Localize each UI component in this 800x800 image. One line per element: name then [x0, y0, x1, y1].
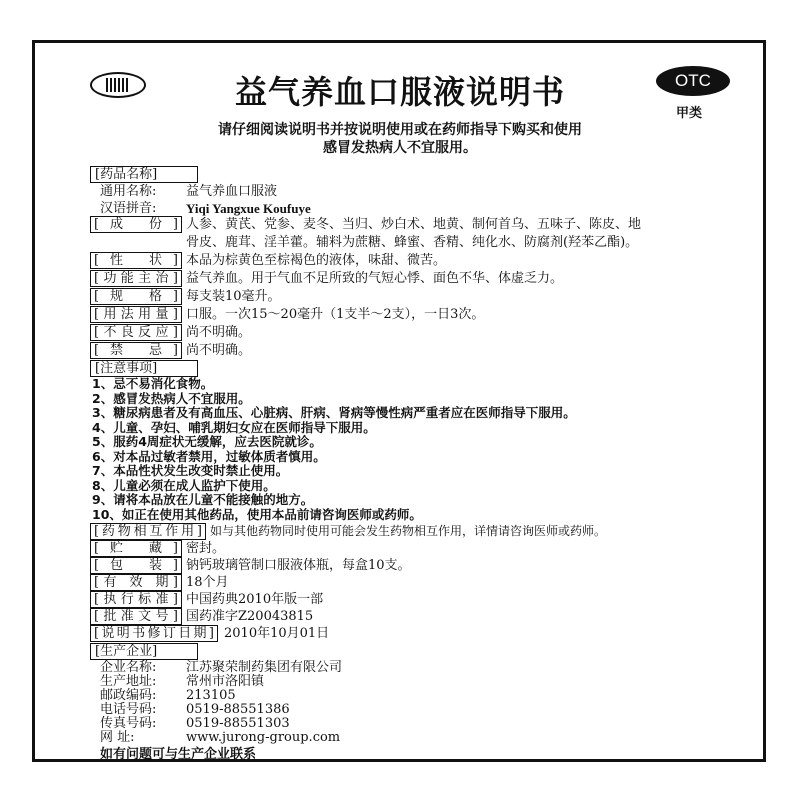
- appearance-value: 本品为棕黄色至棕褐色的液体，味甜、微苦。: [186, 253, 447, 268]
- contraindications-value: 尚不明确。: [186, 343, 252, 358]
- manufacturer-phone-label: 电话号码:: [100, 702, 157, 717]
- indications-label: [功能主治]: [90, 270, 182, 287]
- footer-contact: 如有问题可与生产企业联系: [100, 747, 257, 762]
- precaution-item: 9、请将本品放在儿童不能接触的地方。: [92, 492, 314, 507]
- storage-value: 密封。: [186, 541, 226, 556]
- manufacturer-fax-value: 0519-88551303: [186, 716, 290, 731]
- page-title: 益气养血口服液说明书: [234, 73, 565, 111]
- dosage-value: 口服。一次15～20毫升（1支半～2支），一日3次。: [186, 307, 485, 322]
- ingredients-line-2: 骨皮、鹿茸、淫羊藿。辅料为蔗糖、蜂蜜、香精、纯化水、防腐剂(羟苯乙酯)。: [186, 235, 639, 250]
- manufacturer-name-label: 企业名称:: [100, 660, 157, 675]
- precaution-item: 3、糖尿病患者及有高血压、心脏病、肝病、肾病等慢性病严重者应在医师指导下服用。: [92, 405, 576, 420]
- manufacturer-address-label: 生产地址:: [100, 674, 157, 689]
- contraindications-label: [禁 忌]: [90, 342, 182, 359]
- precaution-item: 2、感冒发热病人不宜服用。: [92, 390, 251, 406]
- validity-value: 18个月: [186, 575, 229, 590]
- manufacturer-address-value: 常州市洛阳镇: [186, 674, 265, 689]
- ingredients-label: [成 份]: [90, 216, 182, 233]
- category-label: 甲类: [676, 106, 703, 121]
- precaution-item: 4、儿童、孕妇、哺乳期妇女应在医师指导下服用。: [92, 419, 376, 435]
- standard-value: 中国药典2010年版一部: [186, 592, 324, 607]
- precaution-item: 8、儿童必须在成人监护下使用。: [92, 477, 276, 493]
- spec-value: 每支装10毫升。: [186, 289, 281, 304]
- manufacturer-postcode-label: 邮政编码:: [100, 688, 157, 703]
- validity-label: [有 效 期]: [90, 574, 182, 591]
- appearance-label: [性 状]: [90, 252, 182, 269]
- manufacturer-postcode-value: 213105: [186, 688, 236, 703]
- approval-value: 国药准字Z20043815: [186, 609, 314, 624]
- package-label: [包 装]: [90, 557, 182, 574]
- manufacturer-section: [生产企业]: [90, 643, 198, 660]
- pinyin-label: 汉语拼音:: [100, 201, 157, 216]
- revision-value: 2010年10月01日: [224, 626, 330, 641]
- otc-badge: OTC: [656, 66, 730, 96]
- spec-label: [规 格]: [90, 288, 182, 305]
- approval-label: [批准文号]: [90, 608, 182, 625]
- standard-label: [执行标准]: [90, 591, 182, 608]
- adverse-label: [不良反应]: [90, 324, 182, 341]
- package-value: 钠钙玻璃管制口服液体瓶，每盒10支。: [186, 558, 411, 573]
- storage-label: [贮 藏]: [90, 540, 182, 557]
- adverse-value: 尚不明确。: [186, 325, 252, 340]
- precaution-item: 5、服药4周症状无缓解，应去医院就诊。: [92, 434, 322, 449]
- manufacturer-fax-label: 传真号码:: [100, 716, 157, 731]
- manufacturer-web-label: 网 址:: [100, 730, 135, 745]
- pinyin-value: Yiqi Yangxue Koufuye: [186, 201, 311, 216]
- manufacturer-web-value[interactable]: www.jurong-group.com: [186, 730, 341, 745]
- revision-label: [说明书修订日期]: [90, 625, 218, 642]
- generic-name-label: 通用名称:: [100, 184, 157, 199]
- notice-line-2: 感冒发热病人不宜服用。: [323, 140, 477, 156]
- manufacturer-phone-value: 0519-88551386: [186, 702, 290, 717]
- generic-name-value: 益气养血口服液: [186, 184, 278, 199]
- interactions-value: 如与其他药物同时使用可能会发生药物相互作用，详情请咨询医师或药师。: [210, 524, 607, 538]
- manufacturer-name-value: 江苏聚荣制药集团有限公司: [186, 660, 343, 675]
- precaution-item: 1、忌不易消化食物。: [92, 376, 214, 391]
- dosage-label: [用法用量]: [90, 306, 182, 323]
- precaution-item: 10、如正在使用其他药品，使用本品前请咨询医师或药师。: [92, 506, 422, 522]
- interactions-label: [药物相互作用]: [90, 523, 206, 540]
- precautions-section: [注意事项]: [90, 360, 198, 377]
- precaution-item: 6、对本品过敏者禁用，过敏体质者慎用。: [92, 448, 326, 464]
- precaution-item: 7、本品性状发生改变时禁止使用。: [92, 463, 289, 478]
- indications-value: 益气养血。用于气血不足所致的气短心悸、面色不华、体虚乏力。: [186, 271, 564, 286]
- ingredients-line-1: 人参、黄芪、党参、麦冬、当归、炒白术、地黄、制何首乌、五味子、陈皮、地: [186, 217, 642, 232]
- drug-name-section: [药品名称]: [90, 166, 198, 183]
- notice-line-1: 请仔细阅读说明书并按说明使用或在药师指导下购买和使用: [218, 122, 582, 138]
